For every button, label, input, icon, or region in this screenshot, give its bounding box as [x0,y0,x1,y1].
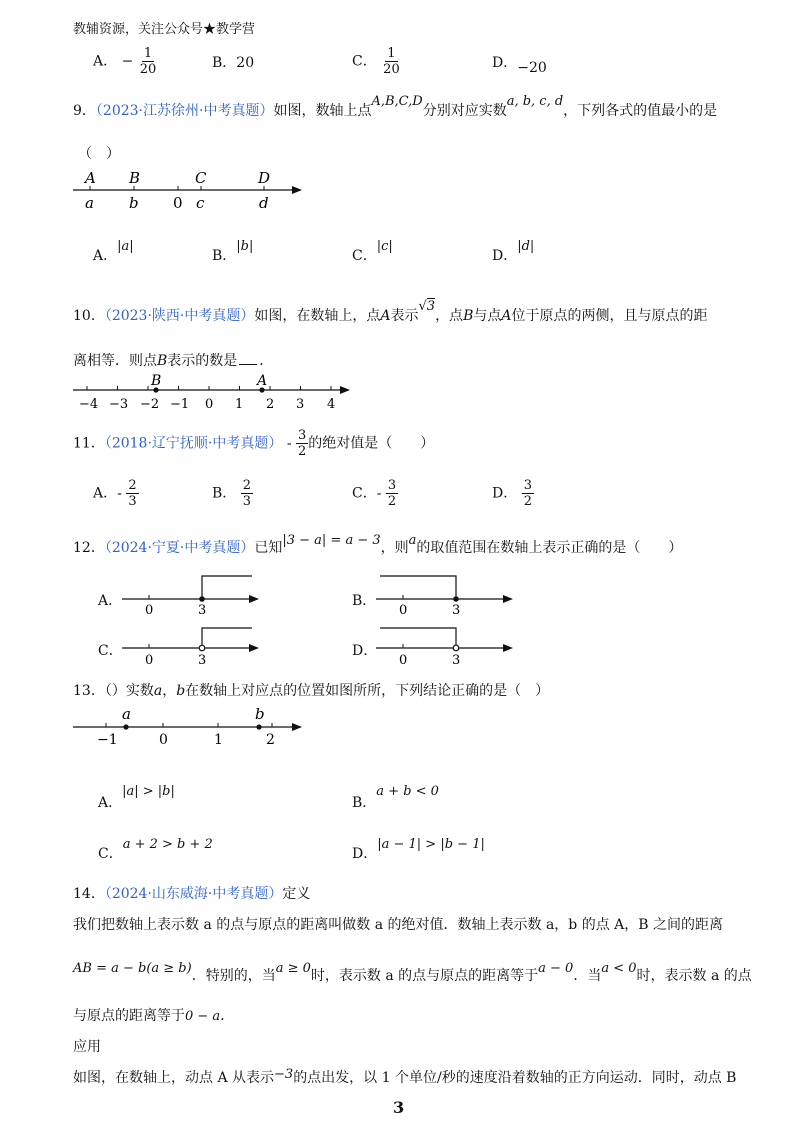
q8-option-d[interactable]: D．−20 [492,55,547,76]
q9-option-d[interactable]: D．|d| [492,239,535,264]
q8-a-fraction: $\frac{1}{20}$ [139,46,157,77]
q13-option-b[interactable]: B．a + b < 0 [352,784,439,811]
q9-stem: 9．（2023·江苏徐州·中考真题）如图，数轴上点A,B,C,D分别对应实数a, b, c, d，下列各式的值最小的是 [73,94,718,119]
q14-title: 定义 [282,886,311,902]
page-number: 3 [393,1098,405,1117]
q9-option-c[interactable]: C．|c| [352,239,393,264]
q8-option-b[interactable]: B．20 [212,55,255,71]
q12-option-a-label[interactable]: A． [98,593,123,609]
q12-option-b-line[interactable] [374,570,519,615]
q8-option-a[interactable]: A． − $\frac{1}{20}$ [93,46,157,77]
q11-option-d[interactable]: D． $\frac{3}{2}$ [492,478,532,509]
q13-stem: 13．（）实数a，b在数轴上对应点的位置如图所所，下列结论正确的是（ ） [73,683,550,699]
header-watermark: 教辅资源，关注公众号★教学营 [73,22,256,37]
q13-tick-label: −1 [97,732,118,748]
q10-tick-label: 2 [266,397,275,412]
q10-number-line [70,372,360,414]
q12-source: （2024·宁夏·中考真题） [104,540,255,556]
q13-tick-label: 1 [214,732,223,748]
q10-answer-blank[interactable] [239,350,257,365]
q10-stem: 10．（2023·陕西·中考真题）如图，在数轴上，点A表示√3，点B与点A位于原点的两侧，且与原点的距 [73,299,708,324]
q9-value-a: a [85,194,94,212]
q12-option-d-label[interactable]: D． [352,643,378,659]
q14-paragraph-3: 与原点的距离等于0 − a． [73,1008,235,1024]
svg-text:3: 3 [452,653,461,667]
q11-stem: 11．（2018·辽宁抚顺·中考真题） - $\frac{3}{2}$ 的绝对值是（ ） [73,428,435,459]
q9-point-a: A [85,169,96,187]
q10-tick-label: 0 [205,397,214,412]
q13-option-a[interactable]: A．|a| > |b| [98,784,175,811]
q13-point-a-dot [123,724,128,729]
q9-origin-label: 0 [173,194,183,212]
svg-text:3: 3 [198,653,207,667]
q12-option-c-line[interactable] [120,622,265,667]
q9-number-line [70,165,310,215]
q10-stem-line2: 离相等．则点B表示的数是 ． [73,350,273,370]
q10-tick-label: −2 [140,397,160,412]
q9-option-b[interactable]: B．|b| [212,239,254,264]
q9-value-d: d [259,194,269,212]
q9-value-b: b [129,194,139,212]
q9-option-a[interactable]: A．|a| [93,239,134,264]
q9-point-b: B [129,169,141,187]
q13-option-c[interactable]: C．a + 2 > b + 2 [98,837,213,862]
q12-option-d-line[interactable] [374,622,519,667]
q10-point-b-label: B [151,373,162,389]
q10-tick-label: 3 [296,397,305,412]
svg-text:0: 0 [399,603,408,615]
q14-stem: 14．（2024·山东威海·中考真题）定义 [73,886,311,902]
q14-paragraph-4: 如图，在数轴上，动点 A 从表示−3的点出发，以 1 个单位/秒的速度沿着数轴的正方向运动．同时，动点 B [73,1067,737,1086]
svg-text:3: 3 [452,603,461,615]
q10-tick-label: 4 [327,397,336,412]
q9-point-c: C [195,169,207,187]
q10-ticks [87,386,331,390]
q9-paren: （ ） [78,146,120,162]
svg-text:0: 0 [145,653,154,667]
q14-paragraph-2: AB = a − b(a ≥ b)．特别的，当a ≥ 0时，表示数 a 的点与原点的距离等于a − 0．当a < 0时，表示数 a 的点 [73,961,752,984]
q12-tick-0: 0 [145,603,154,615]
q11-option-b[interactable]: B． $\frac{2}{3}$ [212,478,252,509]
q11-fraction: $\frac{3}{2}$ [298,428,307,459]
q12-option-b-label[interactable]: B． [352,593,377,609]
q9-point-d: D [258,169,271,187]
q8-option-c[interactable]: C． $\frac{1}{20}$ [352,46,400,77]
q13-point-b-label: b [255,705,265,723]
q13-point-a-label: a [122,705,131,723]
q12-option-c-label[interactable]: C． [98,643,123,659]
q10-sqrt: √3 [418,299,436,314]
q11-option-a[interactable]: A．- $\frac{2}{3}$ [93,478,137,509]
q12-stem: 12．（2024·宁夏·中考真题）已知|3 − a| = a − 3，则a的取值范围在数轴上表示正确的是（ ） [73,533,683,556]
q13-tick-label: 2 [266,732,275,748]
q13-option-d[interactable]: D．|a − 1| > |b − 1| [352,837,485,862]
q10-point-a-label: A [257,373,268,389]
q14-source: （2024·山东威海·中考真题） [104,886,283,902]
q11-option-c[interactable]: C．- $\frac{3}{2}$ [352,478,397,509]
q10-tick-label: −4 [79,397,99,412]
q9-value-c: c [196,194,205,212]
q10-tick-label: 1 [235,397,244,412]
q10-source: （2023·陕西·中考真题） [104,308,255,324]
q9-source: （2023·江苏徐州·中考真题） [95,103,274,119]
q13-tick-label: 0 [159,732,168,748]
q12-option-a-line[interactable] [120,570,265,615]
q10-tick-label: −1 [170,397,190,412]
q13-point-b-dot [256,724,261,729]
q11-source: （2018·辽宁抚顺·中考真题） [104,435,283,452]
q13-number-line [70,705,315,750]
q8-c-fraction: $\frac{1}{20}$ [383,46,400,77]
q10-tick-label: −3 [109,397,129,412]
svg-text:0: 0 [399,653,408,667]
q14-paragraph-1: 我们把数轴上表示数 a 的点与原点的距离叫做数 a 的绝对值．数轴上表示数 a，b 的点 A，B 之间的距离 [73,917,723,933]
q14-subtitle: 应用 [73,1039,101,1055]
q12-tick-3: 3 [198,603,207,615]
